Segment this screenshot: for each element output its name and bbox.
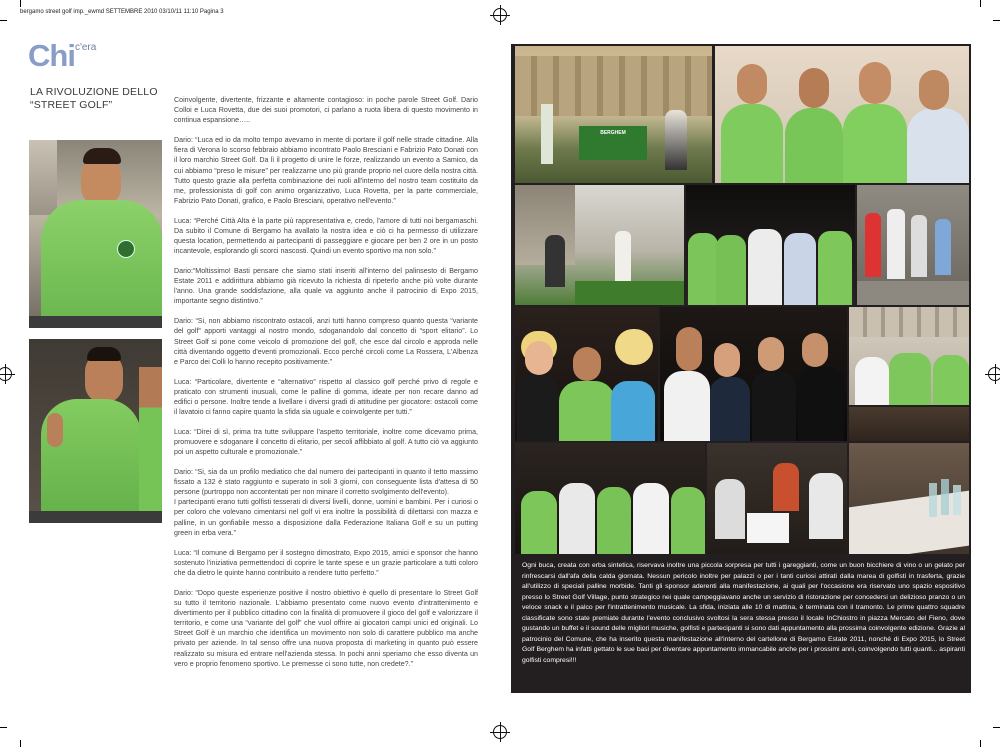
photo-spectator-figure <box>865 213 881 277</box>
photo-face <box>676 327 702 371</box>
article-paragraph: Luca: “Il comune di Bergamo per il sostegno dimostrato, Expo 2015, amici e sponsor che hanno sostenuto l'iniziativa permettendoci di coprire le tante spese e un grazie particolare a tutti coloro che da dietro le quinte hanno contribuito a rendere tutto perfetto.” <box>174 548 478 577</box>
photo-green-polo <box>41 200 162 318</box>
photo-spectator-figure <box>773 463 799 511</box>
photo-face <box>859 62 891 104</box>
photo-green-polo <box>933 355 969 405</box>
photo-second-person <box>139 367 162 511</box>
photo-face <box>758 337 784 371</box>
photo-white-shirt <box>855 357 889 405</box>
photo-face <box>919 70 949 110</box>
photo-hair <box>83 148 121 164</box>
article-paragraph: Dario: “Dopo queste esperienze positive il nostro obiettivo è quello di presentare lo Street Golf su tutto il territorio nazionale. L'abbiamo presentato come nuovo evento d'intrattenimento e divertimento per il pubblico cittadino con la finalità di promuovere il gioco del golf e valorizzare il territorio, e come una “variante del golf” che vuol offrire ai giocatori campi unici ed originali. Lo Street Golf è un marchio che identifica un movimento non solo di carattere pubblico ma anche privato per aziende. In tal senso offre una nuova proposta di marketing in quanto può essere realizzato su misura ed entrare nell'azienda stessa. In pochi anni speriamo che esso diventa un vero e proprio fenomeno sportivo. Le premesse ci sono tutte, non credete?.” <box>174 588 478 668</box>
trophy-icon <box>929 483 937 517</box>
photo-dark-dress <box>798 367 844 441</box>
photo-white-shirt <box>715 479 745 539</box>
photo-face <box>714 343 740 377</box>
crop-mark <box>20 740 21 747</box>
photo-prize-table <box>849 491 969 554</box>
registration-mark-icon <box>493 725 507 739</box>
photo-face <box>525 341 553 375</box>
registration-mark-icon <box>493 8 507 22</box>
photo-dark-dress <box>752 371 796 441</box>
photo-hair <box>87 347 121 361</box>
photo-green-polo <box>818 231 852 305</box>
photo-green-polo <box>559 381 615 441</box>
collage-photo-trophies <box>849 443 969 554</box>
article-paragraph: Dario: “Si, non abbiamo riscontrato ostacoli, anzi tutti hanno compreso quanto questa “variante del golf” apporti vantaggi al nostro mondo, sdoganandolo dal concetto di “sport elitario”. Lo Street Golf si pone come veicolo di promozione del golf, che esce dal circolo e approda nelle città diventando oggetto d'eventi promozionali. Ecco perché circoli come La Rossera, L'Albenza e Parco dei Colli lo hanno recepito positivamente.” <box>174 317 478 366</box>
collage-photo-party-couple <box>515 307 658 441</box>
photo-white-shirt <box>907 108 969 183</box>
banner-text: BERGHEM <box>600 130 626 136</box>
article-paragraph: Dario:“Moltissimo! Basti pensare che siamo stati inseriti all'interno del palinsesto di Bergamo Estate 2011 e addirittura abbiamo già ricevuto la richiesta di ripeterlo anche più volte durante l'anno. Una grande soddisfazione, alla quale va aggiunto anche il patrocinio di Expo 2015, importante segno distintivo.” <box>174 266 478 306</box>
photo-white-shirt <box>559 483 595 554</box>
crop-mark <box>993 20 1000 21</box>
article-headline: LA RIVOLUZIONE DELLO “STREET GOLF” <box>30 86 158 111</box>
photo-white-shirt <box>748 229 782 305</box>
photo-spectator-figure <box>935 219 951 275</box>
photo-arcade-building <box>849 307 969 337</box>
collage-photo-team-four <box>715 46 969 183</box>
photo-blonde-hair <box>615 329 653 365</box>
photo-pavement <box>857 281 969 305</box>
photo-spectator-figure <box>911 215 927 277</box>
photo-white-shirt <box>809 473 843 539</box>
photo-green-polo <box>671 487 705 554</box>
photo-spectator-figure <box>545 235 565 287</box>
photo-green-polo <box>843 104 907 183</box>
collage-photo-party-group <box>660 307 847 441</box>
photo-caption-bar <box>29 316 162 328</box>
article-paragraph: Luca: “Direi di sì, prima tra tutte sviluppare l'aspetto territoriale, inoltre come dicevamo prima, promuovere e sdoganare il concetto di elitario, per secoli affibbiato al golf. A tutto ciò va aggiunto poi un aspetto culturale e promozionale.” <box>174 427 478 457</box>
crop-mark <box>980 740 981 747</box>
collage-photo-piazza-tee <box>515 46 712 183</box>
photo-face <box>799 68 829 108</box>
photo-white-shirt <box>633 483 669 554</box>
registration-mark-icon <box>988 367 1000 381</box>
crop-mark <box>993 727 1000 728</box>
collage-photo-group-night <box>686 185 855 305</box>
photo-green-polo <box>597 487 631 554</box>
print-slug-line: bergamo street golf imp._ewmd SETTEMBRE 2010 03/10/11 11:10 Pagina 3 <box>20 9 224 15</box>
photo-green-polo <box>716 235 746 305</box>
photo-thumb-up <box>47 413 63 447</box>
photo-face <box>737 64 767 104</box>
article-paragraph: Coinvolgente, divertente, frizzante e altamente contagioso: in poche parole Street Golf. Dario Colloi e Luca Rovetta, due dei suoi promotori, ci parlano a ruota libera di questo movimento in continua espansione….. <box>174 96 478 125</box>
collage-photo-lounge <box>707 443 847 554</box>
collage-photo-street-crowd <box>857 185 969 305</box>
article-paragraph: Luca: “Perché Città Alta è la parte più rappresentativa e, credo, l'amore di tutti noi bergamaschi. Da subito il Comune di Bergamo ha avallato la nostra idea e ciò ci ha permesso di utilizzare questa location, permettendo ai partecipanti di passeggiare e giocare per ben 2 ore in un posto incantevole, esplorando gli scorci nascosti. Quindi un evento sportivo ma non solo.” <box>174 216 478 256</box>
portrait-photo-dario <box>29 140 162 328</box>
crop-mark <box>0 20 7 21</box>
crop-mark <box>20 0 21 7</box>
photo-green-polo <box>889 353 931 405</box>
collage-photo-golfers-square <box>515 185 684 305</box>
collage-photo-team-evening <box>515 443 705 554</box>
photo-green-polo <box>721 104 783 183</box>
collage-photo-wall-detail <box>849 407 969 441</box>
photo-background-building <box>29 140 57 215</box>
crop-mark <box>0 727 7 728</box>
registration-mark-icon <box>0 367 12 381</box>
photo-sponsor-banner <box>579 126 647 160</box>
photo-dark-dress <box>517 375 559 441</box>
portrait-photo-luca <box>29 339 162 523</box>
photo-golfer-figure <box>615 231 631 281</box>
collage-photo-trio-daylight <box>849 307 969 405</box>
photo-caption-bar <box>29 511 162 523</box>
trophy-icon <box>953 485 961 515</box>
photo-green-polo <box>688 233 718 305</box>
photo-white-table <box>747 513 789 543</box>
article-paragraph: Dario: “Si, sia da un profilo mediatico che dal numero dei partecipanti in quanto il tetto massimo fissato a 132 è stato raggiunto e superato in soli 3 giorni, con conseguente lista d'attesa di 50 persone (purtroppo non accontentati per non minare il corretto svolgimento dell'evento). I partecipanti erano tutti golfisti tesserati di diversi livelli, donne, uomini e bambini. Per i curiosi o per coloro che volevano cimentarsi nel golf vi era inoltre la possibilità di dilettarsi con mazza e palline, in un gonfiabile messo a disposizione dalla Federazione Italiana Golf e su un putting green in erba vera.” <box>174 467 478 537</box>
article-body <box>174 95 478 678</box>
trophy-icon <box>941 479 949 515</box>
photo-green-polo <box>785 108 843 183</box>
section-logo-sup: c'era <box>74 42 97 53</box>
crop-mark <box>980 0 981 7</box>
photo-dark-dress <box>710 377 750 441</box>
photo-golfer-figure <box>665 110 687 170</box>
photo-spectator-figure <box>887 209 905 279</box>
section-logo-main: Chi <box>28 38 75 73</box>
article-paragraph: Dario: “Luca ed io da molto tempo avevamo in mente di portare il golf nelle strade cittadine. Alla fiera di Verona lo scorso febbraio abbiamo incontrato Paolo Bresciani e Fabrizio Pato Donati con il loro marchio Street Golf. Da lì il progetto di unire le forze, realizzando un evento a Samico, da cui abbiamo “preso le misure” per realizzarne uno più grande proprio nel cuore della nostra città. Tutto questo grazie alla perfetta combinazione dei ruoli all'interno del nostro team costituito da me, professionista di golf con animo organizzativo, Luca Rovetta, per la parte commerciale, Fabrizio Pato Donati, grafico, e Paolo Bresciani, operativo nell'evento.” <box>174 136 478 205</box>
photo-blue-shirt <box>784 233 816 305</box>
collage-caption-text: Ogni buca, creata con erba sintetica, riservava inoltre una piccola sorpresa per tutti i gareggianti, come un buon bicchiere di vino o un gelato per rinfrescarsi dall'afa della calda giornata. Nessun pericolo inoltre per palazzi o per i tanti curiosi attirati dalla marea di golfisti in trasferta, grazie all'utilizzo di speciali palline morbide. Tanti gli sponsor aderenti alla manifestazione, ai quali per l'occasione era riservato uno spazio espositivo presso lo Street Golf Village, punto strategico nei quale campeggiavano anche un servizio di ristorazione per concedersi un delizioso pranzo o un veloce snack e il palco per l'intrattenimento musicale. La sfida, iniziata alle 10 di mattina, è terminata con il tramonto. Le prime quattro squadre classificate sono state premiate durante l'evento conclusivo svoltosi la sera stessa presso il locale InChiostro in piazza Mercato del Fieno, dove gustando un buffet e il sound delle migliori musiche, golfisti e partecipanti si sono dati appuntamento alla prossima coinvolgente edizione. Grazie al patrocinio del Comune, che ha inserito questa manifestazione all'interno del cartellone di Bergamo Estate 2011, nonché di Expo 2015, lo Street Golf Berghem ha infatti gettato le sue basi per diventare appuntamento immancabile anche per i prossimi anni, coinvolgendo tutti quanti... aspiranti golfisti compresi!!! <box>522 562 965 664</box>
section-logo <box>28 38 96 74</box>
article-paragraph: Luca: “Particolare, divertente e “alternativo” rispetto al classico golf perché privo di regole e praticato con strumenti inusuali, come le palline di gomma, ideate per non recare danno ad edifici o persone. Inoltre tende a livellare i diversi gradi di attitudine per giocatore: ostacoli come il lavatoio ci fanno capire quanto la sfida sia uguale e coinvolgente per tutti.” <box>174 377 478 417</box>
photo-sign-post <box>541 104 553 164</box>
photo-face <box>802 333 828 367</box>
photo-face <box>573 347 601 381</box>
photo-green-polo <box>521 491 557 554</box>
polo-logo-icon <box>117 240 135 258</box>
photo-putting-green <box>575 281 684 305</box>
photo-blue-dress <box>611 381 655 441</box>
photo-white-shirt <box>664 371 710 441</box>
